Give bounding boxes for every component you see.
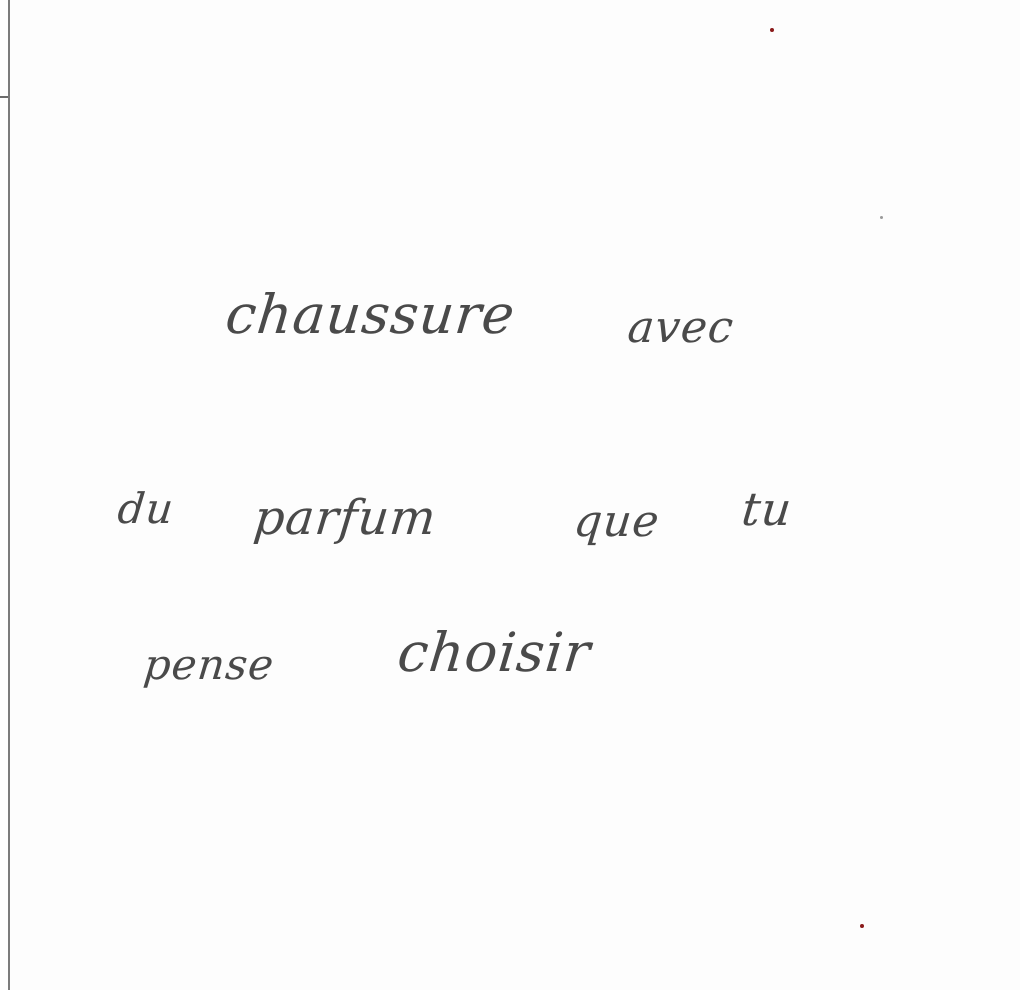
ink-speck (880, 216, 883, 219)
handwritten-word: chaussure (222, 283, 519, 346)
page-left-border (8, 0, 10, 990)
handwritten-word: parfum (251, 490, 440, 546)
handwritten-word: que (571, 496, 663, 547)
handwritten-word: du (115, 484, 177, 533)
handwritten-word: avec (625, 302, 737, 353)
ink-speck (860, 924, 864, 928)
handwritten-word: pense (141, 640, 277, 689)
handwritten-word: tu (739, 482, 795, 536)
handwritten-word: choisir (394, 621, 594, 684)
ink-speck (770, 28, 774, 32)
page-edge-mark (0, 96, 8, 98)
